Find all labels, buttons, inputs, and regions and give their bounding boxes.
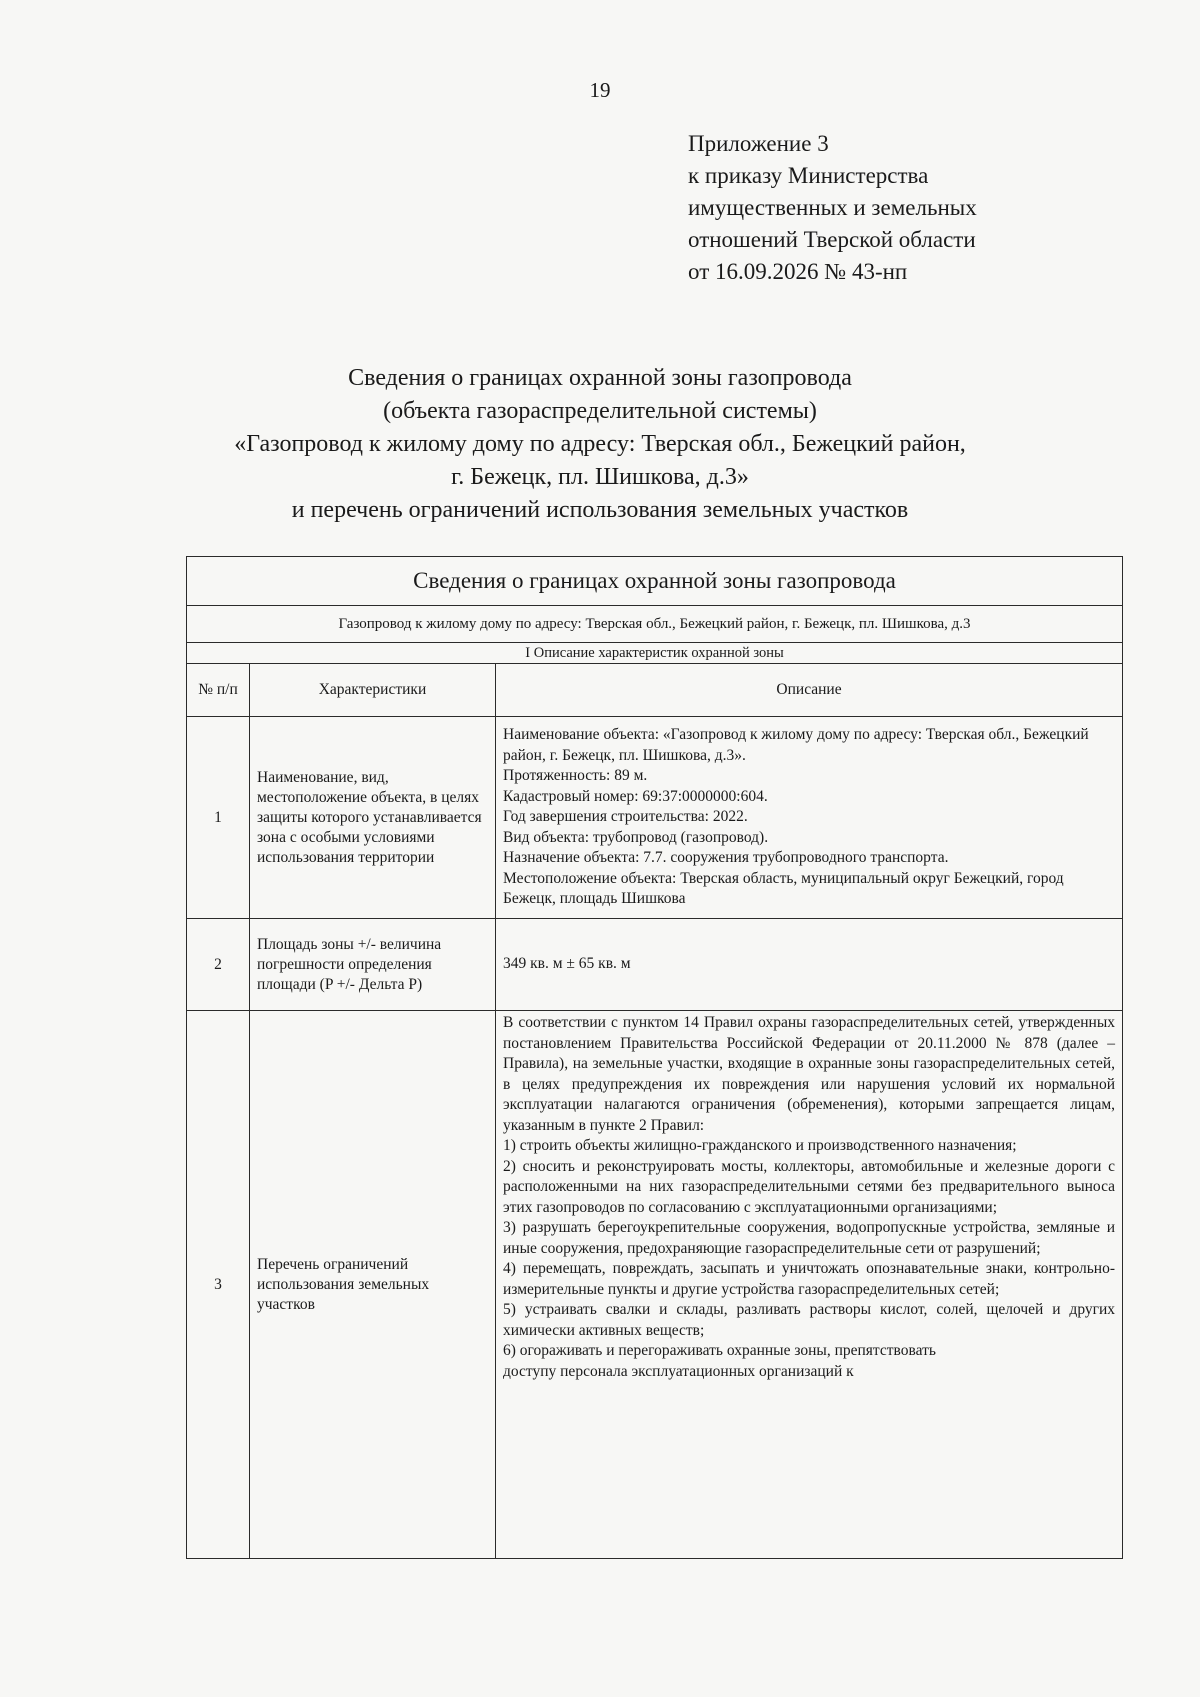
object-header: Газопровод к жилому дому по адресу: Тверская обл., Бежецкий район, г. Бежецк, пл. Шишкова, д.3 — [187, 606, 1123, 643]
description-line: Кадастровый номер: 69:37:0000000:604. — [503, 787, 768, 805]
row-number: 1 — [187, 717, 250, 919]
row-characteristic: Наименование, вид, местоположение объекта, в целях защиты которого устанавливается зона с особыми условиями использования территории — [250, 717, 496, 919]
title-line: «Газопровод к жилому дому по адресу: Тверская обл., Бежецкий район, — [234, 431, 966, 457]
appendix-line: имущественных и земельных — [688, 195, 977, 220]
column-header-description: Описание — [496, 664, 1123, 717]
description-line: доступу персонала эксплуатационных организаций к — [503, 1362, 854, 1380]
title-line: г. Бежецк, пл. Шишкова, д.3» — [451, 464, 749, 490]
column-header-characteristics: Характеристики — [250, 664, 496, 717]
title-line: (объекта газораспределительной системы) — [383, 398, 817, 424]
description-line: 6) огораживать и перегораживать охранные зоны, препятствовать — [503, 1342, 936, 1359]
description-line: Вид объекта: трубопровод (газопровод). — [503, 828, 769, 846]
description-line: Протяженность: 89 м. — [503, 767, 648, 785]
title-line: и перечень ограничений использования земельных участков — [291, 497, 909, 523]
description-line: Назначение объекта: 7.7. сооружения трубопроводного транспорта. — [503, 849, 949, 867]
table-row — [187, 606, 1123, 643]
appendix-reference — [688, 128, 977, 288]
document-title — [140, 362, 1060, 527]
column-header-number: № п/п — [187, 664, 250, 717]
protection-zone-table — [186, 556, 1123, 1559]
appendix-line: Приложение 3 — [688, 131, 829, 156]
row-description — [496, 919, 1123, 1011]
title-line: Сведения о границах охранной зоны газопровода — [348, 365, 852, 391]
description-line: 349 кв. м ± 65 кв. м — [503, 955, 631, 973]
description-line: Местоположение объекта: Тверская область, муниципальный округ Бежецкий, город Бежецк, площадь Шишкова — [503, 869, 1064, 908]
table-row — [187, 717, 1123, 919]
zone-header: Сведения о границах охранной зоны газопровода — [187, 557, 1123, 606]
description-line: 4) перемещать, повреждать, засыпать и уничтожать опознавательные знаки, контрольно-измерительные пункты и другие устройства газораспределительных сетей; — [503, 1260, 1116, 1298]
table-row — [187, 1011, 1123, 1559]
description-line: 2) сносить и реконструировать мосты, коллекторы, автомобильные и железные дороги с расположенными на них газораспределительными сетями без предварительного выноса этих газопроводов по согласованию с эксплуатационными организациями; — [503, 1157, 1116, 1216]
table-row — [187, 557, 1123, 606]
description-line: В соответствии с пунктом 14 Правил охраны газораспределительных сетей, утвержденных постановлением Правительства Российской Федерации от 20.11.2000 № 878 (далее – Правила), на земельные участки, входящие в охранные зоны газораспределительных сетей, в целях предупреждения их повреждения или нарушения условий их нормальной эксплуатации налагаются ограничения (обременения), которыми запрещается лицам, указанным в пункте 2 Правил: — [503, 1014, 1116, 1134]
description-line: 5) устраивать свалки и склады, разливать растворы кислот, солей, щелочей и других химически активных веществ; — [503, 1301, 1116, 1339]
description-line: 3) разрушать берегоукрепительные сооружения, водопропускные устройства, земляные и иные сооружения, предохраняющие газораспределительные сети от разрушений; — [503, 1219, 1116, 1257]
row-number: 3 — [187, 1011, 250, 1559]
description-line: Год завершения строительства: 2022. — [503, 808, 748, 826]
row-characteristic: Площадь зоны +/- величина погрешности определения площади (P +/- Дельта P) — [250, 919, 496, 1011]
appendix-line: к приказу Министерства — [688, 163, 929, 188]
table-header-row — [187, 664, 1123, 717]
row-number: 2 — [187, 919, 250, 1011]
row-characteristic: Перечень ограничений использования земельных участков — [250, 1011, 496, 1559]
row-description — [496, 717, 1123, 919]
section-header: I Описание характеристик охранной зоны — [187, 643, 1123, 664]
table-row — [187, 919, 1123, 1011]
appendix-line: от 16.09.2026 № 43-нп — [688, 259, 908, 284]
row-description — [496, 1011, 1123, 1559]
description-line: Наименование объекта: «Газопровод к жилому дому по адресу: Тверская обл., Бежецкий район, г. Бежецк, пл. Шишкова, д.3». — [503, 726, 1089, 764]
page-number: 19 — [589, 78, 611, 102]
appendix-line: отношений Тверской области — [688, 227, 976, 252]
table-row — [187, 643, 1123, 664]
description-line: 1) строить объекты жилищно-гражданского и производственного назначения; — [503, 1137, 1017, 1154]
